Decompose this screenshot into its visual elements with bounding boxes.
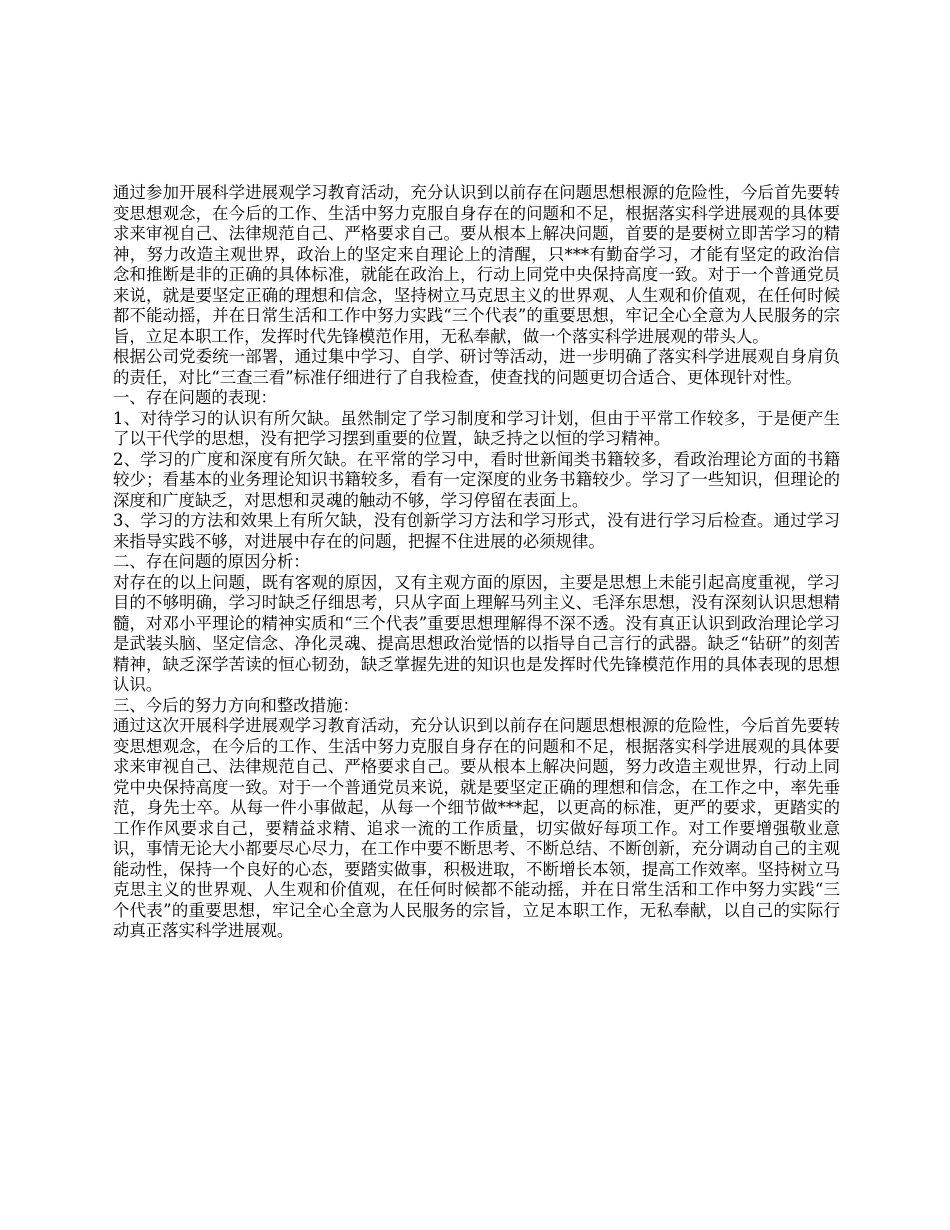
problem-item-1: 1、对待学习的认识有所欠缺。虽然制定了学习制度和学习计划，但由于平常工作较多，于是便产生了以干代学的思想，没有把学习摆到重要的位置，缺乏持之以恒的学习精神。	[113, 408, 840, 448]
problem-item-2: 2、学习的广度和深度有所欠缺。在平常的学习中，看时世新闻类书籍较多，看政治理论方面的书籍较少；看基本的业务理论知识书籍较多，看有一定深度的业务书籍较少。学习了一些知识，但理论的深度和广度缺乏，对思想和灵魂的触动不够，学习停留在表面上。	[113, 449, 840, 510]
problem-item-3: 3、学习的方法和效果上有所欠缺，没有创新学习方法和学习形式，没有进行学习后检查。通过学习来指导实践不够，对进展中存在的问题，把握不住进展的必须规律。	[113, 511, 840, 551]
section-heading-causes: 二、存在问题的原因分析：	[113, 552, 310, 571]
paragraph-intro: 通过参加开展科学进展观学习教育活动，充分认识到以前存在问题思想根源的危险性，今后首先要转变思想观念，在今后的工作、生活中努力克服自身存在的问题和不足，根据落实科学进展观的具体要求来审视自己、法律规范自己、严格要求自己。要从根本上解决问题，首要的是要树立即苦学习的精神，努力改造主观世界，政治上的坚定来自理论上的清醒，只***有勤奋学习，才能有坚定的政治信念和推断是非的正确的具体标准，就能在政治上，行动上同党中央保持高度一致。对于一个普通党员来说，就是要坚定正确的理想和信念，坚持树立马克思主义的世界观、人生观和价值观，在任何时候都不能动摇，并在日常生活和工作中努力实践“三个代表”的重要思想，牢记全心全意为人民服务的宗旨，立足本职工作，发挥时代先锋模范作用，无私奉献，做一个落实科学进展观的带头人。	[113, 183, 840, 346]
document-body	[113, 183, 840, 942]
section-heading-measures: 三、今后的努力方向和整改措施：	[113, 695, 359, 715]
paragraph-causes: 对存在的以上问题，既有客观的原因，又有主观方面的原因，主要是思想上未能引起高度重视，学习目的不够明确，学习时缺乏仔细思考，只从字面上理解马列主义、毛泽东思想，没有深刻认识思想精髓，对邓小平理论的精神实质和“三个代表”重要思想理解得不深不透。没有真正认识到政治理论学习是武装头脑、坚定信念、净化灵魂、提高思想政治觉悟的以指导自己言行的武器。缺乏“钻研”的刻苦精神，缺乏深学苦读的恒心韧劲，缺乏掌握先进的知识也是发挥时代先锋模范作用的具体表现的思想认识。	[113, 572, 840, 694]
paragraph-background: 根据公司党委统一部署，通过集中学习、自学、研讨等活动，进一步明确了落实科学进展观自身肩负的责任，对比“三查三看”标准仔细进行了自我检查，使查找的问题更切合适合、更体现针对性。	[113, 347, 840, 387]
paragraph-measures: 通过这次开展科学进展观学习教育活动，充分认识到以前存在问题思想根源的危险性，今后首先要转变思想观念，在今后的工作、生活中努力克服自身存在的问题和不足，根据落实科学进展观的具体要求来审视自己、法律规范自己、严格要求自己。要从根本上解决问题，努力改造主观世界，行动上同党中央保持高度一致。对于一个普通党员来说，就是要坚定正确的理想和信念，在工作之中，率先垂范，身先士卒。从每一件小事做起，从每一个细节做***起，以更高的标准，更严的要求，更踏实的工作作风要求自己，要精益求精、追求一流的工作质量，切实做好每项工作。对工作要增强敬业意识，事情无论大小都要尽心尽力，在工作中要不断思考、不断总结、不断创新，充分调动自己的主观能动性，保持一个良好的心态，要踏实做事，积极进取，不断增长本领，提高工作效率。坚持树立马克思主义的世界观、人生观和价值观，在任何时候都不能动摇，并在日常生活和工作中努力实践“三个代表”的重要思想，牢记全心全意为人民服务的宗旨，立足本职工作，无私奉献，以自己的实际行动真正落实科学进展观。	[113, 716, 840, 940]
section-heading-problems: 一、存在问题的表现：	[113, 388, 277, 407]
